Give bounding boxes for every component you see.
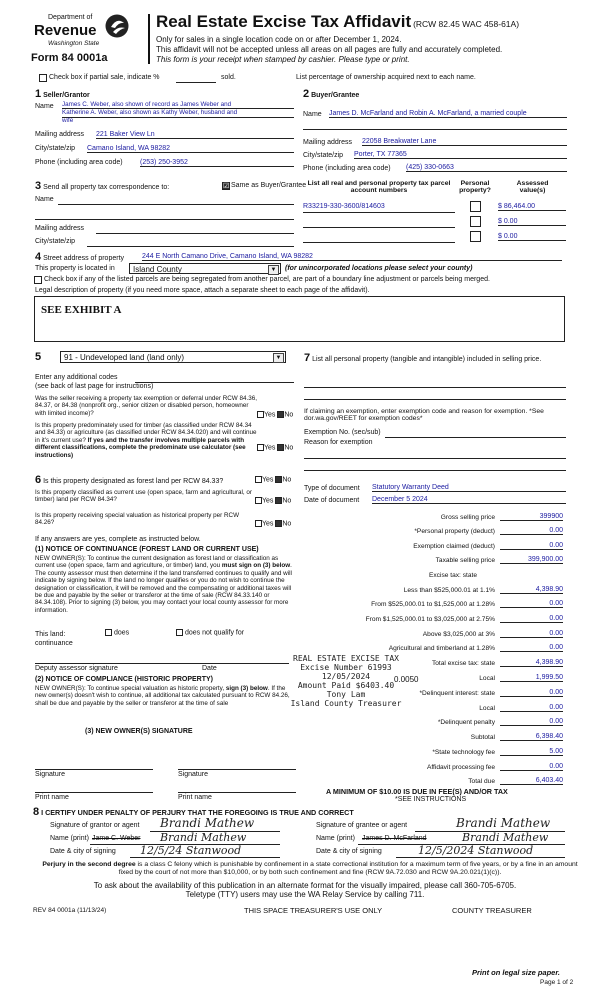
perjury-text bbox=[40, 861, 580, 877]
yes-label: Yes bbox=[264, 444, 276, 452]
seller-mailing-value[interactable]: 221 Baker View Ln bbox=[96, 131, 294, 139]
seller-heading bbox=[35, 88, 90, 100]
see-back-label: (see back of last page for instructions) bbox=[35, 383, 154, 390]
delinq-local-label: Local bbox=[479, 705, 495, 712]
no-label: No bbox=[284, 411, 294, 419]
addl-codes-label: Enter any additional codes bbox=[35, 374, 118, 381]
see-instructions: *SEE INSTRUCTIONS bbox=[395, 796, 467, 803]
pct-note: List percentage of ownership acquired next to each name. bbox=[296, 74, 476, 81]
form-number: Form 84 0001a bbox=[31, 52, 108, 64]
tier5-label: Agricultural and timberland at 1.28% bbox=[388, 645, 495, 652]
partial-pct-field[interactable] bbox=[176, 81, 216, 83]
personal-property-line2[interactable] bbox=[304, 398, 566, 400]
q-hist-yes-checkbox[interactable] bbox=[255, 520, 262, 527]
q-hist: Is this property receiving special valuation as historical property per RCW 84.26? bbox=[35, 512, 240, 527]
header-sub2: This affidavit will not be accepted unless all areas on all pages are fully and accurately completed. bbox=[156, 45, 503, 54]
county-value: Island County bbox=[133, 265, 182, 274]
same-as-buyer-label: Same as Buyer/Grantee bbox=[231, 182, 307, 189]
seller-mailing-label: Mailing address bbox=[35, 131, 85, 138]
tier4-value[interactable]: 0.00 bbox=[500, 630, 563, 638]
new-owner-sig-title: (3) NEW OWNER(S) SIGNATURE bbox=[85, 728, 193, 735]
q-timber bbox=[35, 422, 257, 459]
section3-city-field[interactable] bbox=[87, 245, 294, 247]
signature-label-2: Signature bbox=[178, 771, 208, 778]
section3-num: 3 bbox=[35, 180, 42, 192]
exemption-no-field[interactable] bbox=[385, 436, 566, 438]
partial-sale-label: Check box if partial sale, indicate % bbox=[49, 74, 160, 81]
no-label: No bbox=[282, 520, 292, 528]
notice2-body-b: . If the new owner(s) doesn't wish to continue, all additional tax calculated pursuant to RCW 84.26, shall be due and payable by the seller or transferor at the time of sale bbox=[35, 685, 290, 707]
land-use-value: 91 - Undeveloped land (land only) bbox=[64, 353, 185, 362]
buyer-mailing-value[interactable]: 22058 Breakwater Lane bbox=[362, 138, 567, 146]
tier3-label: From $1,525,000.01 to $3,025,000 at 2.75% bbox=[365, 616, 495, 623]
deputy-date-label: Date bbox=[202, 665, 217, 672]
does-label: does bbox=[113, 629, 130, 637]
no-label: No bbox=[284, 444, 294, 452]
dept-line3: Washington State bbox=[48, 40, 100, 47]
chevron-down-icon: ▼ bbox=[268, 265, 279, 275]
assessed-value-3[interactable]: $ 0.00 bbox=[498, 233, 566, 241]
stamp-line1: REAL ESTATE EXCISE TAX bbox=[293, 654, 399, 663]
total-due-value[interactable]: 6,403.40 bbox=[500, 777, 563, 785]
certify-text: I CERTIFY UNDER PENALTY OF PERJURY THAT THE FOREGOING IS TRUE AND CORRECT bbox=[41, 808, 354, 817]
no-label: No bbox=[282, 476, 292, 484]
land-use-select[interactable] bbox=[60, 351, 286, 363]
tier4-label: Above $3,025,000 at 3% bbox=[422, 631, 495, 638]
grantor-date-label: Date & city of signing bbox=[50, 848, 116, 855]
buyer-city-value[interactable]: Porter, TX 77365 bbox=[354, 151, 567, 159]
tier3-value[interactable]: 0.00 bbox=[500, 615, 563, 623]
does-not-option bbox=[176, 629, 244, 636]
q-forest-yes-no bbox=[255, 476, 291, 483]
seller-name-line2: Katherine A. Weber, also shown as Kathy Weber, husband and bbox=[62, 109, 294, 117]
tech-fee-value[interactable]: 5.00 bbox=[500, 748, 563, 756]
grantor-sig-label: Signature of grantor or agent bbox=[50, 822, 140, 829]
perjury-bold: Perjury in the second degree bbox=[42, 861, 136, 868]
subtotal-value[interactable]: 6,398.40 bbox=[500, 733, 563, 741]
new-owner-print-line2[interactable] bbox=[178, 791, 296, 793]
same-as-buyer-checkbox[interactable]: ☑ bbox=[223, 183, 230, 190]
exemption-deduct-value[interactable]: 0.00 bbox=[500, 542, 563, 550]
tier1-value[interactable]: 4,398.90 bbox=[500, 586, 563, 594]
partial-sale-checkbox[interactable] bbox=[39, 74, 47, 82]
section3-name-label: Name bbox=[35, 196, 54, 203]
notice2-bold: sign (3) below bbox=[225, 685, 268, 692]
q-exempt-yes-checkbox[interactable] bbox=[257, 411, 264, 418]
dept-line2: Revenue bbox=[34, 22, 97, 39]
yes-label: Yes bbox=[264, 411, 276, 419]
reason-line2[interactable] bbox=[304, 469, 566, 471]
section3-mailing-field[interactable] bbox=[96, 232, 294, 234]
grantor-print-hand: Brandi Mathew bbox=[160, 831, 247, 844]
located-label: This property is located in bbox=[35, 265, 115, 272]
personal-property-checkbox-3[interactable] bbox=[470, 231, 481, 242]
section7 bbox=[304, 352, 566, 364]
section7-label: List all personal property (tangible and intangible) included in selling price. bbox=[312, 356, 542, 363]
header-sub1: Only for sales in a single location code on or after December 1, 2024. bbox=[156, 35, 402, 44]
new-owner-print-line1[interactable] bbox=[35, 791, 153, 793]
notice2-title: (2) NOTICE OF COMPLIANCE (HISTORIC PROPERTY) bbox=[35, 676, 213, 683]
section4-num: 4 bbox=[35, 251, 42, 263]
seller-phone-value[interactable]: (253) 250-3952 bbox=[140, 159, 294, 167]
new-owner-sig-line2[interactable] bbox=[178, 768, 296, 770]
section4-street-row bbox=[35, 251, 124, 263]
notice2-body bbox=[35, 685, 297, 707]
section3-label-row bbox=[35, 180, 169, 192]
notice1-title: (1) NOTICE OF CONTINUANCE (FOREST LAND OR CURRENT USE) bbox=[35, 546, 259, 553]
stamp-line3: 12/05/2024 bbox=[321, 672, 371, 681]
grantee-sig-label: Signature of grantee or agent bbox=[316, 822, 408, 829]
personal-deduct-label: *Personal property (deduct) bbox=[414, 528, 495, 535]
legal-description-box[interactable] bbox=[34, 296, 565, 342]
gross-label: Gross selling price bbox=[440, 514, 495, 521]
grantee-print-value: James D. McFarland bbox=[362, 835, 427, 842]
section3-name-field[interactable] bbox=[58, 203, 294, 205]
q-open: Is this property classified as current use (open space, farm and agricultural, or timber) land per RCW 84.34? bbox=[35, 489, 252, 504]
yes-label: Yes bbox=[262, 476, 274, 484]
buyer-mailing-label: Mailing address bbox=[303, 139, 353, 146]
assessed-value-2[interactable]: $ 0.00 bbox=[498, 218, 566, 226]
grantee-print-hand: Brandi Mathew bbox=[462, 831, 549, 844]
notice2-body-a: NEW OWNER(S): To continue special valuation as historic property, bbox=[35, 685, 226, 692]
buyer-phone-value[interactable]: (425) 330-0663 bbox=[406, 164, 567, 172]
parcel-list-header: List all real and personal property tax parcel account numbers bbox=[307, 180, 451, 194]
local-rate: 0.0050 bbox=[394, 675, 419, 684]
tech-fee-label: *State technology fee bbox=[432, 749, 495, 756]
does-option bbox=[105, 629, 129, 636]
q-timber-bold: If yes and the transfer involves multiple parcels with different classifications, complete the predominate use calculator (see instructions) bbox=[35, 436, 246, 459]
stamp-line4: Amount Paid $6403.40 bbox=[297, 681, 395, 690]
notice1-body-a: NEW OWNER(S): To continue the current designation as forest land or classification as current use (open space, farm and agriculture, or timber) land, you bbox=[35, 555, 279, 570]
section3-label: Send all property tax correspondence to: bbox=[43, 184, 170, 191]
notice1-body-b: . The county assessor must then determine if the land transferred continues to qualify and will indicate by signing below. If the land no longer qualifies or you do not wish to continue the designation or classification, it will be removed and the compensating or additional taxes will be due and payable by the seller or transferor at the time of sale (RCW 84.33.140 or 84.34.108). Prior to signing (3) below, you may contact your local county assessor for more information. bbox=[35, 562, 292, 614]
taxable-label: Taxable selling price bbox=[435, 557, 495, 564]
minimum-note: A MINIMUM OF $10.00 IS DUE IN FEE(S) AND/OR TAX bbox=[326, 787, 508, 796]
section3-mailing-label: Mailing address bbox=[35, 225, 85, 232]
segregated-label: Check box if any of the listed parcels are being segregated from another parcel, are part of a boundary line adjustment or parcels being merged. bbox=[44, 276, 490, 283]
reason-line1[interactable] bbox=[304, 457, 566, 459]
signature-label-1: Signature bbox=[35, 771, 65, 778]
this-land-label: This land: bbox=[35, 631, 66, 638]
reason-label: Reason for exemption bbox=[304, 439, 373, 446]
legal-value: SEE EXHIBIT A bbox=[41, 304, 122, 316]
personal-deduct-value[interactable]: 0.00 bbox=[500, 527, 563, 535]
affidavit-fee-value[interactable]: 0.00 bbox=[500, 763, 563, 771]
does-not-label: does not qualify for bbox=[184, 629, 245, 637]
section3-city-label: City/state/zip bbox=[35, 238, 76, 245]
doc-date-value[interactable]: December 5 2024 bbox=[372, 496, 566, 504]
buyer-city-label: City/state/zip bbox=[303, 152, 344, 159]
section5-num: 5 bbox=[35, 351, 42, 363]
delinq-state-label: *Delinquent interest: state bbox=[419, 690, 495, 697]
q-timber-yes-no bbox=[257, 444, 293, 451]
yes-label: Yes bbox=[262, 520, 274, 528]
seller-city-value[interactable]: Camano Island, WA 98282 bbox=[87, 145, 294, 153]
tier2-label: From $525,000.01 to $1,525,000 at 1.28% bbox=[371, 601, 495, 608]
local-label: Local bbox=[479, 675, 495, 682]
q-exempt-yes-no bbox=[257, 411, 293, 418]
notice1-bold: must sign on (3) below bbox=[221, 562, 291, 570]
county-treasurer: COUNTY TREASURER bbox=[452, 906, 532, 915]
notice1-body bbox=[35, 555, 297, 614]
personal-property-checkbox-2[interactable] bbox=[470, 216, 481, 227]
grantor-date-value: 12/5/24 Stanwood bbox=[140, 844, 242, 857]
doc-date-label: Date of document bbox=[304, 497, 360, 504]
seller-name-label: Name bbox=[35, 103, 54, 110]
seller-name-value[interactable] bbox=[62, 101, 294, 124]
rev-number: REV 84 0001a (11/13/24) bbox=[33, 907, 107, 914]
exempt-text: If claiming an exemption, enter exemption code and reason for exemption. *See dor.wa.gov/REET for exemption codes* bbox=[304, 408, 544, 423]
tier5-value[interactable]: 0.00 bbox=[500, 644, 563, 652]
grantor-print-label: Name (print) bbox=[50, 835, 89, 842]
doc-type-value[interactable]: Statutory Warranty Deed bbox=[372, 484, 566, 492]
personal-property-checkbox-1[interactable] bbox=[470, 201, 481, 212]
total-due-label: Total due bbox=[468, 778, 495, 785]
legal-size-note: Print on legal size paper. bbox=[472, 968, 560, 977]
dept-line1: Department of bbox=[48, 14, 93, 21]
stamp-line5: Tony Lam bbox=[326, 690, 366, 699]
continuance-label: continuance bbox=[35, 640, 73, 647]
q-hist-yes-no bbox=[255, 520, 291, 527]
grantee-date-value: 12/5/2024 Stanwood bbox=[418, 844, 534, 857]
grantor-print-value: Jame C. Weber bbox=[92, 835, 141, 842]
buyer-num: 2 bbox=[303, 88, 310, 100]
parcel-1[interactable]: R33219-330-3600/814603 bbox=[303, 203, 455, 213]
q-forest: Is this property designated as forest land per RCW 84.33? bbox=[43, 478, 224, 485]
q-timber-text: Is this property predominately used for timber (as classified under RCW 84.34 and 84.33) or agriculture (as classified under RCW 84.34.020) and will continue in it's current use? bbox=[35, 422, 257, 444]
yes-label: Yes bbox=[262, 497, 274, 505]
perjury-body: is a class C felony which is punishable by confinement in a state correctional institution for a maximum term of five years, or by a fine in an amount fixed by the court of not more than $10,000, or by both such confinement and fine (RCW 9A.72.030 and RCW 9A.20.021(1)(c)). bbox=[118, 861, 578, 876]
seller-num: 1 bbox=[35, 88, 42, 100]
seller-phone-label: Phone (including area code) bbox=[35, 159, 123, 166]
deputy-sig-line[interactable] bbox=[35, 662, 289, 664]
affidavit-fee-label: Affidavit processing fee bbox=[426, 764, 495, 771]
header-sub3: This form is your receipt when stamped by cashier. Please type or print. bbox=[156, 55, 410, 64]
alt-format-text: To ask about the availability of this publication in an alternate format for the visually impaired, please call 360-705-6705. Teletype (TTY) users may use the WA Relay Service by calling 711. bbox=[93, 881, 517, 899]
buyer-name-label: Name bbox=[303, 111, 322, 118]
assessed-value-1[interactable]: $ 86,464.00 bbox=[498, 203, 566, 211]
buyer-heading bbox=[303, 88, 359, 100]
stamp-line6: Island County Treasurer bbox=[290, 699, 402, 708]
page-number: Page 1 of 2 bbox=[540, 979, 574, 986]
street-value[interactable]: 244 E North Camano Drive, Camano Island, WA 98282 bbox=[142, 253, 562, 261]
county-select[interactable] bbox=[129, 263, 281, 274]
q-open-yes-no bbox=[255, 497, 291, 504]
county-note: (for unincorporated locations please select your county) bbox=[285, 265, 473, 272]
assessed-value-header: Assessed value(s) bbox=[516, 180, 549, 194]
treasurer-stamp bbox=[276, 654, 419, 708]
form-rcw: (RCW 82.45 WAC 458-61A) bbox=[413, 19, 520, 29]
revenue-swirl-icon bbox=[104, 13, 130, 39]
subtotal-label: Subtotal bbox=[470, 734, 495, 741]
legal-label: Legal description of property (if you need more space, attach a separate sheet to each page of the affidavit). bbox=[35, 287, 370, 294]
if-yes-note: If any answers are yes, complete as instructed below. bbox=[35, 536, 201, 543]
parcel-3[interactable] bbox=[303, 233, 455, 243]
buyer-phone-label: Phone (including area code) bbox=[303, 165, 391, 172]
q-exempt: Was the seller receiving a property tax exemption or deferral under RCW 84.36, 84.37, or 84.38 (nonprofit org., senior citizen or disabled person, homeowner with limited income)? bbox=[35, 395, 258, 417]
exemption-deduct-label: Exemption claimed (deduct) bbox=[413, 543, 495, 550]
delinq-state-value[interactable]: 0.00 bbox=[500, 689, 563, 697]
q-forest-row bbox=[35, 474, 223, 486]
print-name-label-2: Print name bbox=[178, 794, 212, 801]
section7-num: 7 bbox=[304, 352, 311, 364]
tier2-value[interactable]: 0.00 bbox=[500, 600, 563, 608]
total-state-value[interactable]: 4,398.90 bbox=[500, 659, 563, 667]
new-owner-sig-line1[interactable] bbox=[35, 768, 153, 770]
grantor-signature: Brandi Mathew bbox=[160, 816, 255, 830]
delinq-local-value[interactable]: 0.00 bbox=[500, 704, 563, 712]
q-forest-yes-checkbox[interactable] bbox=[255, 476, 262, 483]
addl-codes-field[interactable] bbox=[135, 381, 294, 383]
segregated-checkbox[interactable] bbox=[34, 276, 42, 284]
penalty-value[interactable]: 0.00 bbox=[500, 718, 563, 726]
print-name-label-1: Print name bbox=[35, 794, 69, 801]
personal-property-header: Personal property? bbox=[459, 180, 491, 194]
q-open-yes-checkbox[interactable] bbox=[255, 497, 262, 504]
penalty-label: *Delinquent penalty bbox=[437, 719, 495, 726]
chevron-down-icon: ▼ bbox=[273, 353, 284, 363]
stamp-line2: Excise Number 61993 bbox=[300, 663, 392, 672]
exemption-no-label: Exemption No. (sec/sub) bbox=[304, 429, 381, 436]
grantee-signature: Brandi Mathew bbox=[456, 816, 551, 830]
seller-heading-text: Seller/Grantor bbox=[43, 92, 90, 99]
taxable-value[interactable]: 399,900.00 bbox=[500, 556, 563, 564]
does-not-checkbox[interactable] bbox=[176, 629, 183, 636]
dor-logo bbox=[30, 13, 130, 53]
gross-value[interactable]: 399900 bbox=[500, 513, 563, 521]
excise-state-label: Excise tax: state bbox=[428, 572, 477, 579]
section8-num: 8 bbox=[33, 806, 40, 818]
form-title-row bbox=[156, 12, 519, 32]
section6-num: 6 bbox=[35, 474, 42, 486]
buyer-name-value[interactable]: James D. McFarland and Robin A. McFarland, a married couple bbox=[329, 110, 567, 118]
personal-property-line1[interactable] bbox=[304, 386, 566, 388]
treasurer-use-only: THIS SPACE TREASURER'S USE ONLY bbox=[244, 906, 383, 915]
header-divider bbox=[148, 14, 150, 64]
local-value[interactable]: 1,999.50 bbox=[500, 674, 563, 682]
buyer-name-line2 bbox=[303, 128, 567, 130]
form-title: Real Estate Excise Tax Affidavit bbox=[156, 12, 412, 31]
section3-name-line2 bbox=[35, 218, 294, 220]
seller-name-line1: James C. Weber, also shown of record as James Weber and bbox=[62, 101, 294, 109]
q-timber-yes-checkbox[interactable] bbox=[257, 444, 264, 451]
parcel-2[interactable] bbox=[303, 218, 455, 228]
seller-name-line3: wife bbox=[62, 116, 74, 124]
deputy-label: Deputy assessor signature bbox=[35, 665, 118, 672]
grantee-print-label: Name (print) bbox=[316, 835, 355, 842]
street-label: Street address of property bbox=[43, 255, 125, 262]
no-label: No bbox=[282, 497, 292, 505]
total-state-label: Total excise tax: state bbox=[431, 660, 495, 667]
tier1-label: Less than $525,000.01 at 1.1% bbox=[403, 587, 495, 594]
does-checkbox[interactable] bbox=[105, 629, 112, 636]
buyer-heading-text: Buyer/Grantee bbox=[311, 92, 360, 99]
doc-type-label: Type of document bbox=[304, 485, 360, 492]
seller-city-label: City/state/zip bbox=[35, 145, 76, 152]
partial-sold: sold. bbox=[221, 74, 236, 81]
grantee-date-label: Date & city of signing bbox=[316, 848, 382, 855]
